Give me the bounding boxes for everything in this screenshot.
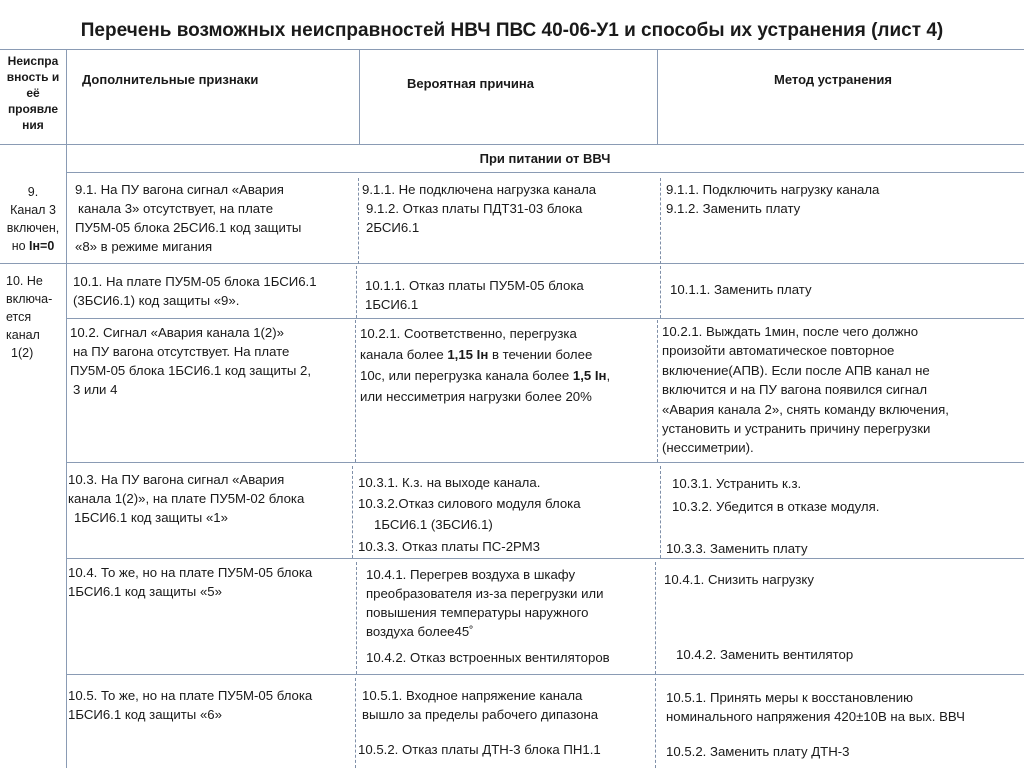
row-10-5-method: 10.5.1. Принять меры к восстановлению номинального напряжения 420±10В на вых. ВВЧ [666, 690, 965, 724]
row-10-4-sign: 10.4. То же, но на плате ПУ5М-05 блока 1БСИ6.1 код защиты «5» [68, 565, 313, 599]
row-10-2-method: 10.2.1. Выждать 1мин, после чего должно произойти автоматическое повторное включение(АПВ). Если после АПВ канал не включится и на ПУ вагона появился сигнал «Авария канала 2», снять команду включения, установить и устранить причину перегрузки (нессиметрии). [662, 324, 949, 456]
row-10-5-sign: 10.5. То же, но на плате ПУ5М-05 блока 1БСИ6.1 код защиты «6» [68, 688, 313, 722]
row-10-5-cause: 10.5.1. Входное напряжение канала вышло за пределы рабочего дипазона [362, 688, 599, 722]
header-signs: Дополнительные признаки [82, 72, 259, 87]
row-10-5-method-last: 10.5.2. Заменить плату ДТН-3 [666, 744, 850, 759]
group-9-label: 9. Канал 3 включен, но Iн=0 [6, 185, 60, 253]
row-10-1-method: 10.1.1. Заменить плату [670, 282, 812, 297]
header-fault: Неиспра вность и её проявле ния [6, 54, 60, 132]
row-9-1-sign: 9.1. На ПУ вагона сигнал «Авария канала 3» отсутствует, на плате ПУ5М-05 блока 2БСИ6.1 код защиты «8» в режиме мигания [75, 182, 302, 254]
row-10-5-cause-last: 10.5.2. Отказ платы ДТН-3 блока ПН1.1 [358, 742, 601, 757]
row-10-4-cause: 10.4.1. Перегрев воздуха в шкафу преобразователя из-за перегрузки или повышения температуры наружного воздуха более45˚ [366, 567, 604, 639]
header-method: Метод устранения [774, 72, 892, 87]
row-10-4-method: 10.4.1. Снизить нагрузку [664, 572, 814, 587]
row-10-1-sign: 10.1. На плате ПУ5М-05 блока 1БСИ6.1 (3БСИ6.1) код защиты «9». [73, 274, 317, 308]
row-10-3-sign: 10.3. На ПУ вагона сигнал «Авария канала 1(2)», на плате ПУ5М-02 блока 1БСИ6.1 код защиты «1» [68, 472, 305, 525]
row-10-3-cause-last: 10.3.3. Отказ платы ПС-2РМ3 [358, 539, 541, 554]
page-title: Перечень возможных неисправностей НВЧ ПВС 40-06-У1 и способы их устранения (лист 4) [80, 20, 944, 41]
header-cause: Вероятная причина [407, 76, 534, 91]
group-10-label: 10. Не включа- ется канал 1(2) [6, 274, 53, 360]
row-10-1-cause: 10.1.1. Отказ платы ПУ5М-05 блока 1БСИ6.1 [365, 278, 584, 312]
row-9-1-cause: 9.1.1. Не подключена нагрузка канала 9.1.2. Отказ платы ПДТ31-03 блока 2БСИ6.1 [362, 182, 597, 235]
section-label: При питании от ВВЧ [479, 151, 611, 166]
row-10-2-sign: 10.2. Сигнал «Авария канала 1(2)» на ПУ вагона отсутствует. На плате ПУ5М-05 блока 1БСИ6.1 код защиты 2, 3 или 4 [70, 325, 312, 397]
row-10-3-method-last: 10.3.3. Заменить плату [666, 541, 808, 556]
row-10-2-cause: 10.2.1. Соответственно, перегрузка канала более 1,15 Iн в течении более 10с, или перегрузка канала более 1,5 Iн, или нессиметрия нагрузки более 20% [360, 326, 611, 404]
row-9-1-method: 9.1.1. Подключить нагрузку канала 9.1.2. Заменить плату [666, 182, 880, 216]
row-10-3-method: 10.3.1. Устранить к.з. 10.3.2. Убедится в отказе модуля. [672, 476, 880, 514]
row-10-4-method-last: 10.4.2. Заменить вентилятор [676, 647, 854, 662]
row-10-3-cause: 10.3.1. К.з. на выходе канала. 10.3.2.Отказ силового модуля блока 1БСИ6.1 (3БСИ6.1) [358, 475, 581, 532]
row-10-4-cause-last: 10.4.2. Отказ встроенных вентиляторов [366, 650, 610, 665]
